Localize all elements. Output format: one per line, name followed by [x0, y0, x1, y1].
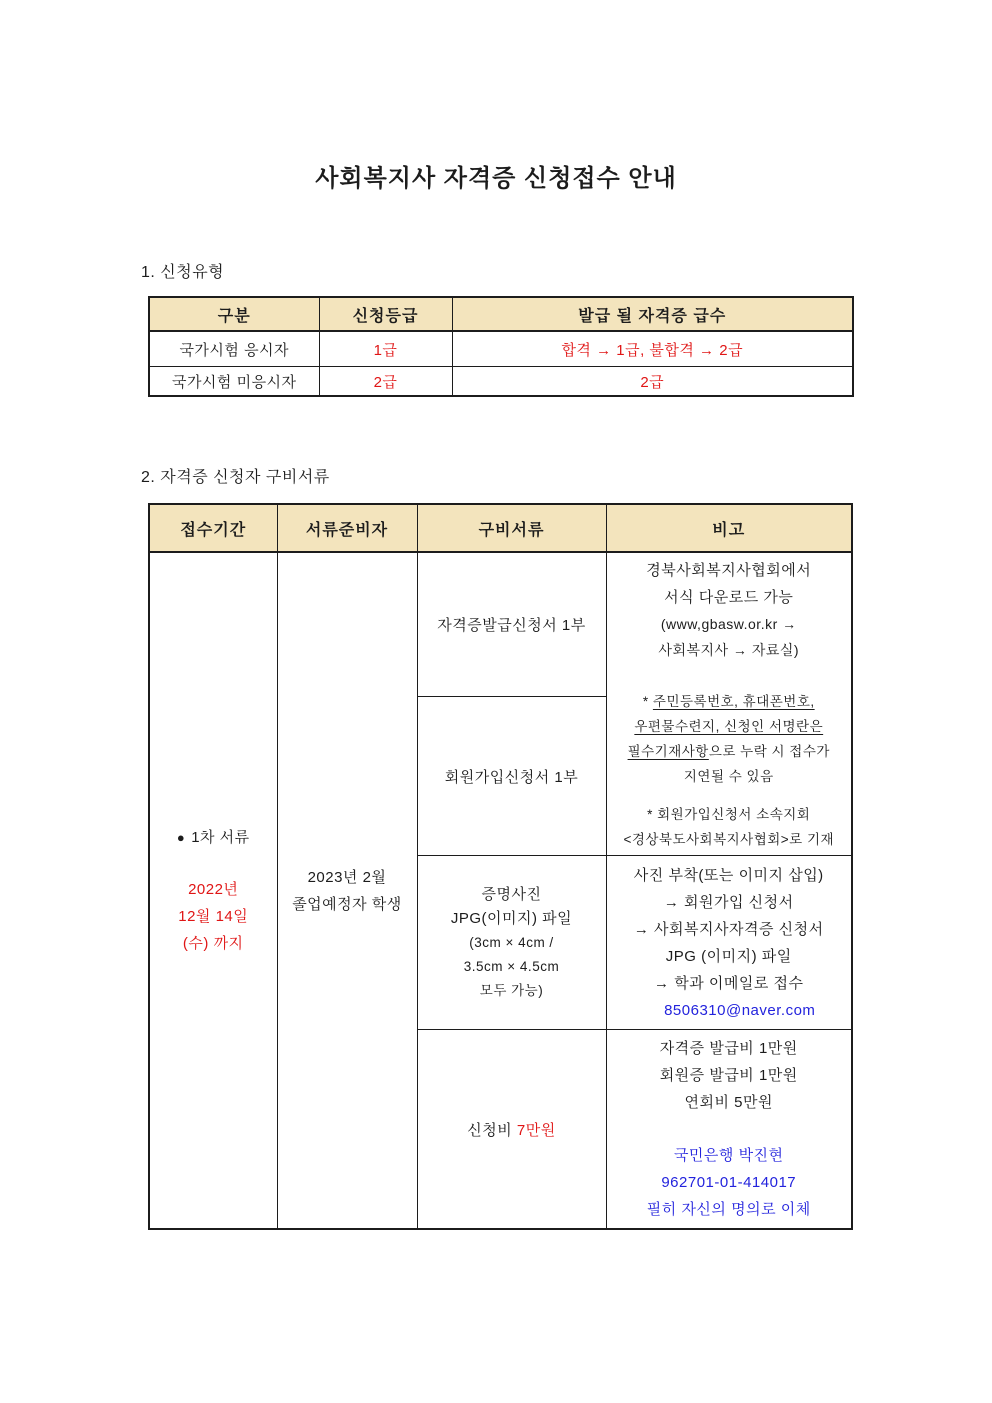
bank-account-line: 962701-01-414017 — [661, 1174, 797, 1191]
fee-amount: 7만원 — [516, 1121, 556, 1139]
spacer — [607, 1116, 852, 1142]
col-header-preparer: 서류준비자 — [277, 504, 417, 552]
cell-category: 국가시험 응시자 — [149, 331, 319, 367]
cell-document-2: 회원가입신청서 1부 — [417, 697, 606, 856]
photo-remark-line: 사진 부착(또는 이미지 삽입) — [633, 866, 824, 884]
photo-size-line: 모두 가능) — [479, 982, 544, 998]
fee-breakdown-line: 회원증 발급비 1만원 — [659, 1067, 798, 1084]
cell-category: 국가시험 미응시자 — [149, 367, 319, 397]
fee-breakdown-line: 연회비 5만원 — [684, 1094, 773, 1111]
photo-line: JPG(이미지) 파일 — [450, 909, 573, 927]
photo-line: 증명사진 — [481, 885, 542, 903]
photo-remark-line: → 학과 이메일로 접수 — [654, 974, 804, 992]
preparer-line: 2023년 2월 — [307, 868, 387, 886]
cell-remarks-photo — [606, 856, 852, 1030]
fee-breakdown-line: 자격증 발급비 1만원 — [659, 1040, 798, 1057]
cell-document-photo — [417, 856, 606, 1030]
note-branch: * 회원가입신청서 소속지회 — [647, 806, 811, 822]
note-required-fields: * 주민등록번호, 휴대폰번호, — [642, 693, 815, 709]
cell-remarks-fee — [606, 1030, 852, 1230]
email-address: 8506310@naver.com — [664, 1001, 816, 1019]
preparer-line: 졸업예정자 학생 — [292, 895, 402, 913]
cell-issued: 합격 → 1급, 불합격 → 2급 — [452, 331, 853, 367]
photo-size-line: (3cm × 4cm / — [469, 934, 554, 950]
website-path-line: 사회복지사 → 자료실) — [658, 641, 800, 658]
bullet-icon: ● — [176, 830, 186, 845]
note-required-fields: 우편물수련지, 신청인 서명란은 — [634, 718, 824, 734]
cell-reception-period — [149, 552, 277, 1229]
cell-grade: 2급 — [319, 367, 452, 397]
col-header-category: 구분 — [149, 297, 319, 331]
spacer — [607, 789, 852, 802]
bank-account-line: 국민은행 박진현 — [673, 1147, 784, 1164]
note-required-fields: 지연될 수 있음 — [683, 768, 774, 784]
spacer — [607, 663, 852, 689]
bank-account-line: 필히 자신의 명의로 이체 — [646, 1201, 811, 1218]
deadline-date: 12월 14일 — [178, 908, 249, 925]
remarks-line: 경북사회복지사협회에서 — [646, 561, 812, 579]
photo-remark-line: → 사회복지사자격증 신청서 — [633, 920, 824, 938]
col-header-documents: 구비서류 — [417, 504, 606, 552]
col-header-issued: 발급 될 자격증 급수 — [452, 297, 853, 331]
first-round-label: ● 1차 서류 — [176, 829, 250, 846]
table-header-row — [149, 297, 853, 331]
table-row — [149, 367, 853, 397]
photo-size-line: 3.5cm × 4.5cm — [463, 958, 560, 974]
page-title: 사회복지사 자격증 신청접수 안내 — [315, 165, 677, 192]
cell-preparer — [277, 552, 417, 1229]
photo-remark-line: → 회원가입 신청서 — [663, 893, 794, 911]
remarks-line: 서식 다운로드 가능 — [664, 588, 794, 606]
deadline-day: (수) 까지 — [182, 935, 244, 952]
required-documents-table — [148, 503, 853, 1230]
cell-document-1: 자격증발급신청서 1부 — [417, 552, 606, 697]
col-header-remarks: 비고 — [606, 504, 852, 552]
cell-issued: 2급 — [452, 367, 853, 397]
application-type-table — [148, 296, 854, 397]
deadline-year: 2022년 — [188, 881, 239, 898]
note-branch: <경상북도사회복지사협회>로 기재 — [623, 831, 835, 847]
fee-label: 신청비 — [467, 1121, 517, 1139]
website-path-line: (www,gbasw.or.kr → — [660, 615, 797, 632]
cell-application-fee — [417, 1030, 606, 1230]
table-row — [149, 552, 852, 697]
col-header-grade: 신청등급 — [319, 297, 452, 331]
section-1-heading: 1. 신청유형 — [141, 264, 225, 281]
note-required-fields: 필수기재사항으로 누락 시 접수가 — [627, 743, 830, 759]
table-header-row — [149, 504, 852, 552]
col-header-period: 접수기간 — [149, 504, 277, 552]
cell-grade: 1급 — [319, 331, 452, 367]
section-2-heading: 2. 자격증 신청자 구비서류 — [141, 469, 330, 486]
table-row — [149, 331, 853, 367]
photo-remark-line: JPG (이미지) 파일 — [665, 947, 792, 965]
cell-remarks-download — [606, 552, 852, 856]
